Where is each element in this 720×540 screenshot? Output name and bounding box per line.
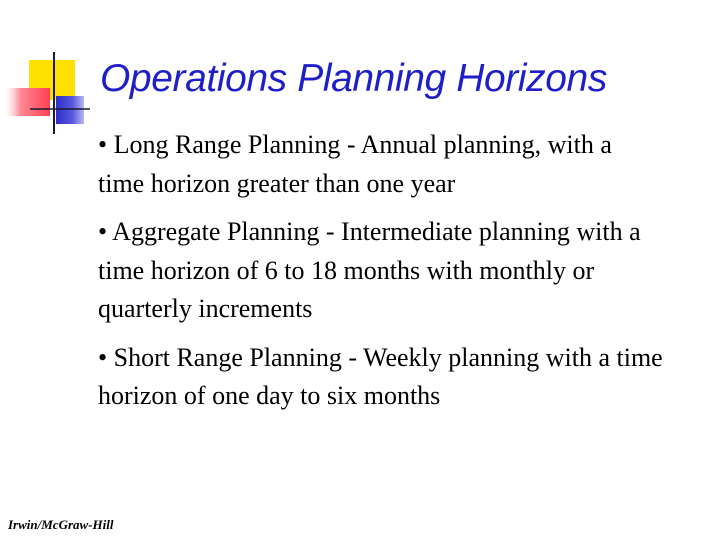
- publisher-footer: Irwin/McGraw-Hill: [8, 517, 114, 532]
- slide-title: Operations Planning Horizons: [100, 57, 607, 100]
- bullet-list: [98, 126, 663, 426]
- decorative-squares-graphic: [0, 0, 110, 140]
- red-square: [4, 88, 50, 116]
- bullet-long-range: • Long Range Planning - Annual planning, with a time horizon greater than one year: [98, 130, 612, 198]
- bullet-aggregate: • Aggregate Planning - Intermediate planning with a time horizon of 6 to 18 months with monthly or quarterly increments: [98, 217, 641, 323]
- blue-square: [56, 96, 84, 124]
- bullet-short-range: • Short Range Planning - Weekly planning with a time horizon of one day to six months: [98, 342, 663, 410]
